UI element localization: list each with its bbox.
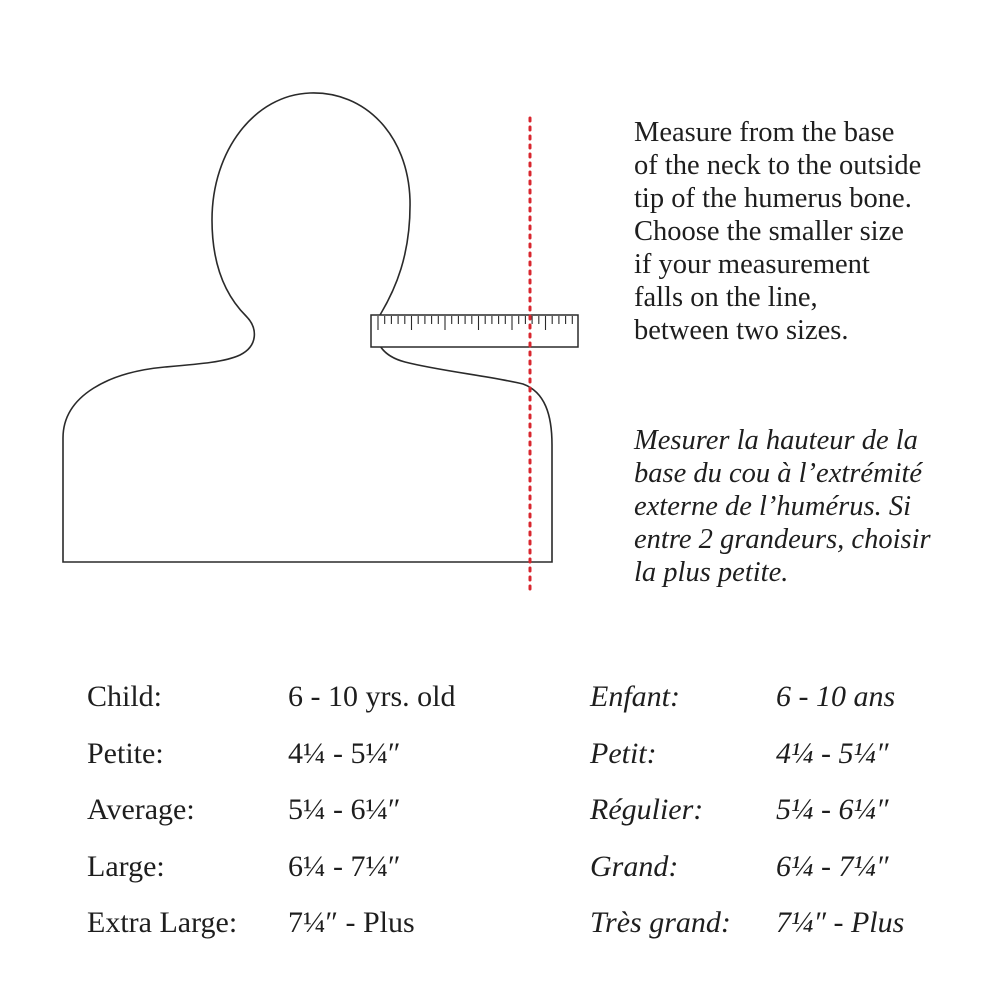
size-value: 6¼ - 7¼″	[288, 849, 401, 883]
size-value: 4¼ - 5¼″	[288, 736, 401, 770]
size-label: Grand:	[590, 849, 679, 883]
instruction-line: externe de l’humérus. Si	[634, 491, 911, 522]
size-label: Enfant:	[590, 680, 680, 713]
size-label: Child:	[87, 680, 163, 713]
instruction-line: Measure from the base	[634, 117, 895, 148]
size-value: 5¼ - 6¼″	[288, 793, 401, 826]
ruler-body	[371, 315, 578, 347]
instruction-line: falls on the line,	[634, 282, 818, 313]
size-value: 5¼ - 6¼″	[776, 793, 889, 826]
size-value: 4¼ - 5¼″	[776, 736, 889, 770]
instruction-line: la plus petite.	[634, 557, 789, 588]
size-label: Petit:	[590, 736, 657, 770]
instruction-line: of the neck to the outside	[634, 150, 922, 181]
ruler-icon	[371, 315, 578, 347]
size-value: 6 - 10 ans	[776, 680, 896, 713]
instruction-line: tip of the humerus bone.	[634, 183, 912, 214]
size-value: 7¼″ - Plus	[776, 906, 905, 939]
size-value: 6 - 10 yrs. old	[288, 680, 456, 713]
size-label: Petite:	[87, 736, 164, 770]
instructions-english	[634, 116, 984, 347]
size-label: Régulier:	[590, 793, 704, 826]
size-label: Average:	[87, 793, 195, 826]
instruction-line: Choose the smaller size	[634, 216, 904, 247]
instruction-line: if your measurement	[634, 249, 870, 280]
instruction-line: Mesurer la hauteur de la	[634, 425, 918, 456]
size-label: Large:	[87, 849, 165, 883]
instruction-line: entre 2 grandeurs, choisir	[634, 524, 931, 555]
instructions-french	[634, 424, 984, 589]
size-value: 6¼ - 7¼″	[776, 849, 889, 883]
instruction-line: between two sizes.	[634, 315, 849, 346]
size-label: Extra Large:	[87, 906, 238, 939]
size-value: 7¼″ - Plus	[288, 906, 415, 939]
size-label: Très grand:	[590, 906, 731, 939]
instruction-line: base du cou à l’extrémité	[634, 458, 923, 489]
